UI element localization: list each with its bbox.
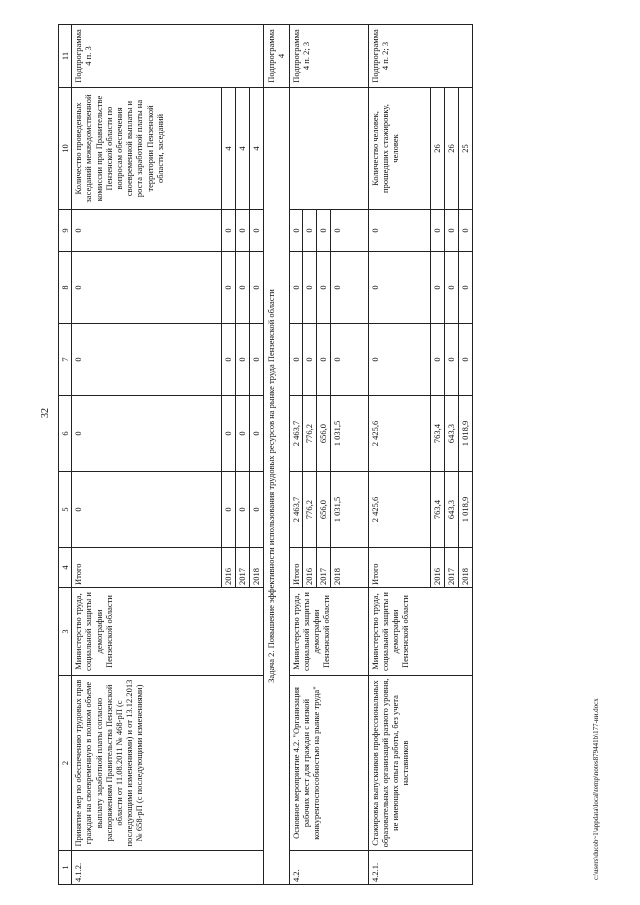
value-cell: 0 — [316, 252, 330, 324]
value-cell: 0 — [222, 210, 236, 252]
value-cell: 643,3 — [444, 472, 458, 548]
year-cell: 2018 — [330, 548, 368, 588]
indicator-value: 4 — [222, 88, 236, 210]
value-cell: 763,4 — [430, 396, 444, 472]
indicator-value: 26 — [444, 88, 458, 210]
program-ref: Подпрограмма 4 п. 3 — [72, 25, 264, 88]
value-cell: 0 — [236, 396, 250, 472]
value-cell: 643,3 — [444, 396, 458, 472]
year-cell: Итого — [289, 548, 302, 588]
value-cell: 0 — [250, 396, 264, 472]
value-cell: 0 — [222, 396, 236, 472]
indicator-value: 26 — [430, 88, 444, 210]
value-cell: 0 — [302, 210, 316, 252]
row-number: 4.2. — [289, 851, 368, 885]
col-header: 7 — [59, 324, 72, 396]
program-ref: Подпрограмма 4 — [264, 25, 289, 88]
value-cell: 1 031,5 — [330, 472, 368, 548]
col-header: 3 — [59, 588, 72, 676]
value-cell: 0 — [289, 324, 302, 396]
value-cell: 0 — [316, 324, 330, 396]
value-cell: 0 — [236, 472, 250, 548]
value-cell: 0 — [458, 252, 472, 324]
col-header: 4 — [59, 548, 72, 588]
year-cell: 2017 — [444, 548, 458, 588]
value-cell: 0 — [250, 252, 264, 324]
value-cell: 776,2 — [302, 472, 316, 548]
year-cell: 2016 — [430, 548, 444, 588]
value-cell: 0 — [368, 210, 430, 252]
value-cell: 0 — [430, 210, 444, 252]
program-table — [58, 24, 473, 885]
value-cell: 0 — [444, 252, 458, 324]
header-row — [59, 25, 72, 885]
year-cell: Итого — [368, 548, 430, 588]
row-number: 4.1.2. — [72, 851, 264, 885]
value-cell: 0 — [250, 472, 264, 548]
measure-name: Принятие мер по обеспечению трудовых прав граждан на своевременную в полном объеме выплату заработной платы согласно распоряжениям Правительства Пензенской области от 11.08.2011 № 468-рП (с последующими изменениями) и от 13.12.2013 № 658-рП (с последующими изменениями) — [72, 676, 264, 851]
value-cell: 656,0 — [316, 472, 330, 548]
year-cell: 2016 — [222, 548, 236, 588]
col-header: 1 — [59, 851, 72, 885]
year-cell: Итого — [72, 548, 222, 588]
value-cell: 0 — [236, 324, 250, 396]
value-cell: 0 — [430, 324, 444, 396]
value-cell: 0 — [222, 252, 236, 324]
value-cell: 0 — [444, 210, 458, 252]
executor: Министерство труда, социальной защиты и демографии Пензенской области — [368, 588, 472, 676]
value-cell: 0 — [236, 252, 250, 324]
program-ref: Подпрограмма 4 п. 2; 3 — [289, 25, 368, 88]
value-cell: 0 — [72, 396, 222, 472]
col-header: 6 — [59, 396, 72, 472]
value-cell: 0 — [289, 252, 302, 324]
value-cell: 0 — [302, 324, 316, 396]
value-cell: 0 — [316, 210, 330, 252]
value-cell: 0 — [368, 252, 430, 324]
value-cell: 0 — [72, 472, 222, 548]
value-cell: 656,0 — [316, 396, 330, 472]
col-header: 2 — [59, 676, 72, 851]
value-cell: 0 — [330, 252, 368, 324]
value-cell: 1 018,9 — [458, 396, 472, 472]
value-cell: 2 463,7 — [289, 472, 302, 548]
col-header: 8 — [59, 252, 72, 324]
value-cell: 0 — [444, 324, 458, 396]
row-number: 4.2.1. — [368, 851, 472, 885]
value-cell: 0 — [289, 210, 302, 252]
executor: Министерство труда, социальной защиты и демографии Пензенской области — [289, 588, 368, 676]
indicator-name — [289, 88, 368, 210]
value-cell: 0 — [72, 324, 222, 396]
value-cell: 2 425,6 — [368, 472, 430, 548]
indicator-value: 4 — [236, 88, 250, 210]
year-cell: 2017 — [316, 548, 330, 588]
value-cell: 1 018,9 — [458, 472, 472, 548]
value-cell: 0 — [458, 324, 472, 396]
year-cell: 2016 — [302, 548, 316, 588]
table-row — [368, 25, 430, 885]
indicator-name: Количество проведенных заседаний межведомственной комиссии при Правительстве Пензенской области по вопросам обеспечения своевременной выплаты и роста заработной платы на территории Пензенской области, заседаний — [72, 88, 222, 210]
year-cell: 2018 — [458, 548, 472, 588]
table-row — [289, 25, 302, 885]
value-cell: 776,2 — [302, 396, 316, 472]
value-cell: 0 — [368, 324, 430, 396]
col-header: 5 — [59, 472, 72, 548]
col-header: 11 — [59, 25, 72, 88]
task-row — [264, 25, 289, 885]
col-header: 10 — [59, 88, 72, 210]
value-cell: 0 — [302, 252, 316, 324]
value-cell: 2 463,7 — [289, 396, 302, 472]
value-cell: 0 — [430, 252, 444, 324]
measure-name: Стажировка выпускников профессиональных образовательных организаций разного уровня, не имеющих опыта работы, без учета наставников — [368, 676, 472, 851]
value-cell: 0 — [236, 210, 250, 252]
value-cell: 0 — [250, 210, 264, 252]
value-cell: 0 — [222, 324, 236, 396]
program-ref: Подпрограмма 4 п. 2; 3 — [368, 25, 472, 88]
value-cell: 0 — [458, 210, 472, 252]
indicator-value: 25 — [458, 88, 472, 210]
value-cell: 0 — [330, 210, 368, 252]
col-header: 9 — [59, 210, 72, 252]
value-cell: 0 — [72, 210, 222, 252]
rotated-table-wrapper — [58, 25, 473, 885]
executor: Министерство труда, социальной защиты и демографии Пензенской области — [72, 588, 264, 676]
value-cell: 0 — [330, 324, 368, 396]
year-cell: 2017 — [236, 548, 250, 588]
value-cell: 763,4 — [430, 472, 444, 548]
task-title: Задача 2. Повышение эффективности использования трудовых ресурсов на рынке труда Пензенской области — [264, 88, 289, 885]
year-cell: 2018 — [250, 548, 264, 588]
value-cell: 0 — [222, 472, 236, 548]
indicator-value: 4 — [250, 88, 264, 210]
value-cell: 0 — [72, 252, 222, 324]
value-cell: 0 — [250, 324, 264, 396]
page-number: 32 — [40, 408, 51, 418]
indicator-name: Количество человек, прошедших стажировку, человек — [368, 88, 430, 210]
value-cell: 1 031,5 — [330, 396, 368, 472]
file-path-footer: c:\users\ducob~1\appdata\local\temp\notes879441b\177-ии.docx — [592, 698, 600, 880]
measure-name: Основное мероприятие 4.2. "Организация рабочих мест для граждан с низкой конкурентоспособностью на рынке труда" — [289, 676, 368, 851]
table-row — [72, 25, 222, 885]
value-cell: 2 425,6 — [368, 396, 430, 472]
